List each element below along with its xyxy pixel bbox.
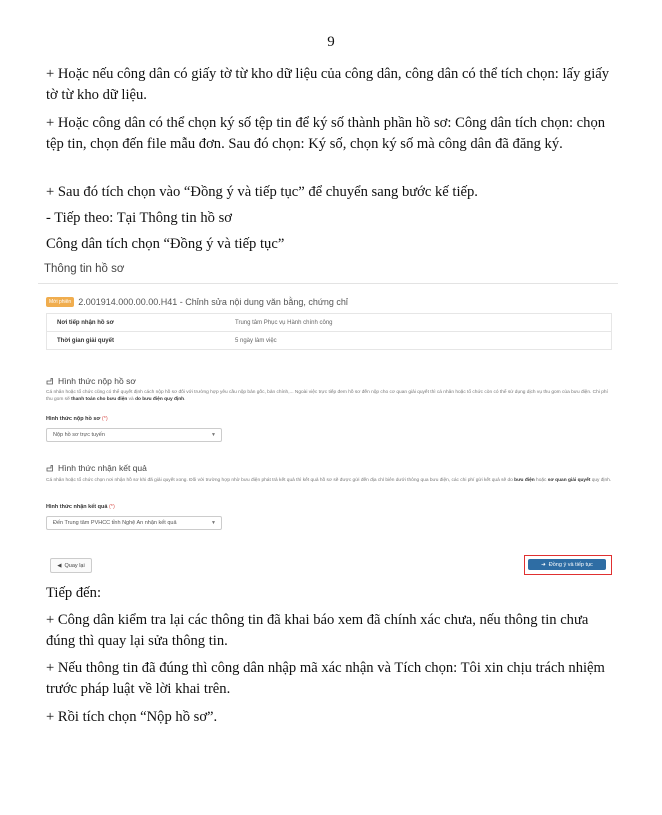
- submission-heading: [46, 376, 136, 386]
- paragraph-submit: + Rồi tích chọn “Nộp hồ sơ”.: [46, 709, 218, 725]
- hand-pointer-icon: [46, 464, 55, 472]
- paragraph-data-store: + Hoặc nếu công dân có giấy tờ từ kho dữ liệu của công dân, công dân có thể tích chọn: lấy giấy tờ từ kho dữ liệu.: [46, 66, 610, 103]
- receive-heading: [46, 463, 147, 473]
- table-row: [47, 314, 612, 332]
- info-value: 5 ngày làm việc: [225, 332, 612, 350]
- table-row: [47, 332, 612, 350]
- paragraph-confirm-code: + Nếu thông tin đã đúng thì công dân nhập mã xác nhận và Tích chọn: Tôi xin chịu trách nhiệm trước pháp luật về lời khai trên.: [46, 660, 605, 697]
- desc-bold: do bưu điện quy định: [135, 397, 185, 402]
- agree-continue-button[interactable]: [528, 559, 606, 570]
- select-value: Nộp hồ sơ trực tuyến: [53, 432, 105, 438]
- chevron-down-icon: ▼: [211, 432, 216, 438]
- chevron-down-icon: ▼: [211, 520, 216, 526]
- procedure-line: [46, 297, 348, 307]
- divider: [38, 283, 618, 284]
- status-badge: Mới phiên: [46, 297, 74, 307]
- field-label-text: Hình thức nhận kết quả: [46, 504, 108, 510]
- back-button-label: Quay lại: [64, 562, 85, 569]
- submission-method-select[interactable]: [46, 428, 222, 442]
- submission-field-label: [46, 416, 108, 422]
- paragraph-next-step: - Tiếp theo: Tại Thông tin hồ sơ: [46, 210, 232, 226]
- paragraph-citizen-select: Công dân tích chọn “Đồng ý và tiếp tục”: [46, 236, 285, 252]
- paragraph-next: Tiếp đến:: [46, 585, 102, 601]
- desc-bold: bưu điện: [514, 478, 535, 483]
- paragraph-check-info: + Công dân kiểm tra lại các thông tin đã khai báo xem đã chính xác chưa, nếu thông tin chưa đúng thì quay lại sửa thông tin.: [46, 612, 589, 649]
- desc-text: Cá nhân hoặc tổ chức cũng có thể quyết định cách nộp hồ sơ đối với trường hợp yêu cầu nộp bản gốc, bản chính,... Ngoài việc trực tiếp đem hồ sơ đến nộp cho cơ quan giải quyết thì cá nhân hoặc tổ chức còn có thể sử dụng dịch vụ thu gom của bưu điện. Chi phí thu gom sẽ: [46, 390, 608, 402]
- select-value: Đến Trung tâm PVHCC tỉnh Nghệ An nhận kết quả: [53, 520, 177, 526]
- info-label: Nơi tiếp nhận hồ sơ: [47, 314, 226, 332]
- highlight-box: [524, 555, 612, 575]
- paragraph-digital-sign: + Hoặc công dân có thể chọn ký số tệp tin để ký số thành phần hồ sơ: Công dân tích chọn: chọn tệp tin, chọn đến file mẫu đơn. Sau đó chọn: Ký số, chọn ký số mà công dân đã đăng ký.: [46, 115, 606, 152]
- required-mark: (*): [108, 504, 115, 510]
- info-table: [46, 313, 612, 350]
- desc-bold: thanh toán cho bưu điện: [71, 397, 128, 402]
- required-mark: (*): [101, 416, 108, 422]
- procedure-title: 2.001914.000.00.00.H41 - Chỉnh sửa nội dung văn bằng, chứng chỉ: [78, 297, 348, 307]
- submission-description: [46, 389, 612, 403]
- back-button[interactable]: [50, 558, 92, 573]
- desc-text: hoặc: [534, 478, 548, 483]
- paragraph-agree-continue: + Sau đó tích chọn vào “Đồng ý và tiếp tục” để chuyển sang bước kế tiếp.: [46, 184, 478, 200]
- desc-text: và: [127, 397, 136, 402]
- arrow-right-icon: ➜: [541, 561, 546, 568]
- desc-text: quy định.: [590, 478, 612, 483]
- section-title: Thông tin hồ sơ: [44, 263, 125, 275]
- embedded-screenshot: [38, 263, 618, 581]
- desc-bold: sơ quan giải quyết: [547, 478, 591, 483]
- page-number: 9: [327, 34, 335, 50]
- receive-field-label: [46, 504, 115, 510]
- receive-method-select[interactable]: [46, 516, 222, 530]
- field-label-text: Hình thức nộp hồ sơ: [46, 416, 101, 422]
- receive-heading-text: Hình thức nhận kết quả: [58, 463, 147, 473]
- hand-pointer-icon: [46, 377, 55, 385]
- agree-continue-label: Đồng ý và tiếp tục: [548, 561, 593, 568]
- submission-heading-text: Hình thức nộp hồ sơ: [58, 376, 136, 386]
- info-value: Trung tâm Phục vụ Hành chính công: [225, 314, 612, 332]
- arrow-left-icon: ◀: [57, 562, 62, 569]
- desc-text: .: [184, 397, 186, 402]
- info-label: Thời gian giải quyết: [47, 332, 226, 350]
- receive-description: [46, 477, 612, 484]
- desc-text: Cá nhân hoặc tổ chức chọn nơi nhận hồ sơ khi đã giải quyết xong. Đối với trường hợp nhờ bưu điện phát trả kết quả thì kết quả hồ sơ sẽ được gửi đến địa chỉ biên dưới thông qua bưu điện, các chi phí gửi kết quả sẽ do: [46, 478, 515, 483]
